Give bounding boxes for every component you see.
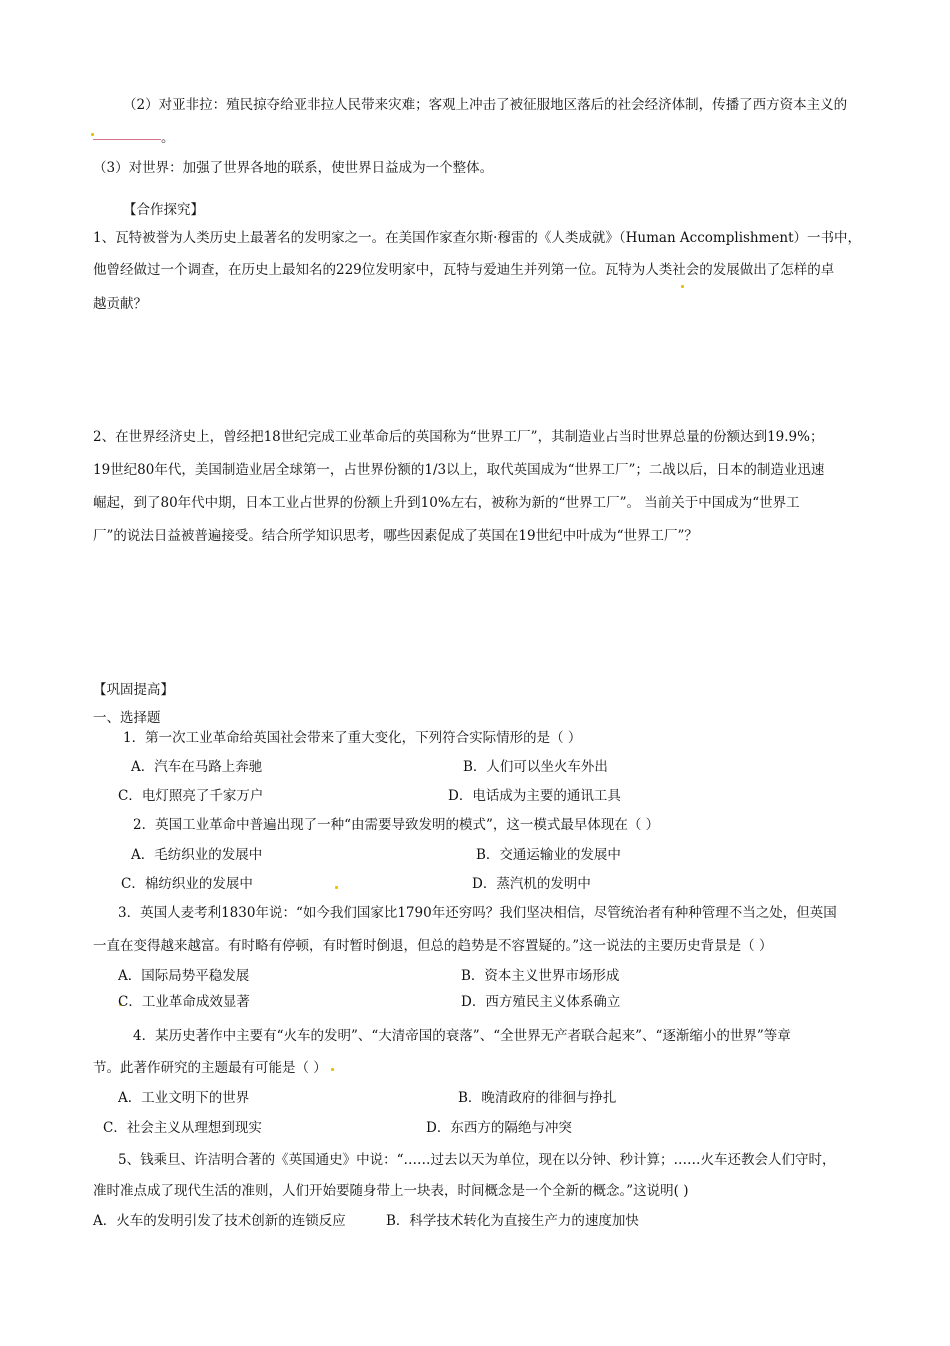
- q5-option-a[interactable]: A．火车的发明引发了技术创新的连锁反应: [93, 1213, 346, 1229]
- q1-option-b[interactable]: B．人们可以坐火车外出: [463, 759, 608, 775]
- q4-option-a[interactable]: A．工业文明下的世界: [118, 1090, 250, 1106]
- q3-option-c[interactable]: C．工业革命成效显著: [118, 994, 250, 1010]
- cooperation-heading: 【合作探究】: [123, 202, 204, 218]
- q4-stem-line2: 节。此著作研究的主题最有可能是（ ）: [93, 1060, 327, 1076]
- q2-option-d[interactable]: D．蒸汽机的发明中: [472, 876, 591, 892]
- q2-option-c[interactable]: C．棉纺织业的发展中: [121, 876, 253, 892]
- section-choice-title: 一、选择题: [93, 710, 161, 726]
- q1-option-c[interactable]: C．电灯照亮了千家万户: [118, 788, 264, 804]
- q1-stem: 1．第一次工业革命给英国社会带来了重大变化，下列符合实际情形的是（ ）: [123, 730, 582, 746]
- cooperation-q2-line4: 厂”的说法日益被普遍接受。结合所学知识思考，哪些因素促成了英国在19世纪中叶成为“世界工厂”？: [93, 528, 698, 544]
- mark-dot: [331, 1068, 334, 1071]
- q5-stem-line2: 准时准点成了现代生活的准则，人们开始要随身带上一块表，时间概念是一个全新的概念。”这说明( ): [93, 1183, 689, 1199]
- q2-option-b[interactable]: B．交通运输业的发展中: [476, 847, 621, 863]
- cooperation-q1-line2: 他曾经做过一个调查，在历史上最知名的229位发明家中，瓦特与爱迪生并列第一位。瓦特为人类社会的发展做出了怎样的卓: [93, 262, 835, 278]
- q3-option-d[interactable]: D．西方殖民主义体系确立: [461, 994, 621, 1010]
- cooperation-q2-line2: 19世纪80年代，美国制造业居全球第一，占世界份额的1/3以上，取代英国成为“世界工厂”；二战以后，日本的制造业迅速: [93, 462, 825, 478]
- q2-option-a[interactable]: A．毛纺织业的发展中: [131, 847, 263, 863]
- mark-dot: [335, 886, 338, 889]
- mark-dot: [91, 133, 94, 136]
- q1-option-d[interactable]: D．电话成为主要的通讯工具: [448, 788, 621, 804]
- q5-stem-line1: 5、钱乘旦、许洁明合著的《英国通史》中说：“……过去以天为单位，现在以分钟、秒计算；……火车还教会人们守时，: [118, 1152, 836, 1168]
- consolidate-heading: 【巩固提高】: [93, 682, 174, 698]
- q5-option-b[interactable]: B．科学技术转化为直接生产力的速度加快: [386, 1213, 639, 1229]
- effect-item-3: （3）对世界：加强了世界各地的联系，使世界日益成为一个整体。: [93, 160, 494, 176]
- effect-item-2-line1: （2）对亚非拉：殖民掠夺给亚非拉人民带来灾难；客观上冲击了被征服地区落后的社会经济体制，传播了西方资本主义的: [123, 97, 848, 113]
- q3-option-b[interactable]: B．资本主义世界市场形成: [461, 968, 620, 984]
- cooperation-q2-line1: 2、在世界经济史上，曾经把18世纪完成工业革命后的英国称为“世界工厂”，其制造业占当时世界总量的份额达到19.9%；: [93, 429, 824, 445]
- q1-option-a[interactable]: A．汽车在马路上奔驰: [131, 759, 263, 775]
- q3-stem-line2: 一直在变得越来越富。有时略有停顿，有时暂时倒退，但总的趋势是不容置疑的。”这一说法的主要历史背景是（ ）: [93, 938, 773, 954]
- fill-in-blank[interactable]: [93, 139, 161, 140]
- q4-stem-line1: 4．某历史著作中主要有“火车的发明”、“大清帝国的衰落”、“全世界无产者联合起来”、“逐渐缩小的世界”等章: [133, 1028, 791, 1044]
- q3-stem-line1: 3．英国人麦考利1830年说：“如今我们国家比1790年还穷吗？我们坚决相信，尽管统治者有种种管理不当之处，但英国: [118, 905, 837, 921]
- q3-option-a[interactable]: A．国际局势平稳发展: [118, 968, 250, 984]
- effect-item-2-end: 。: [161, 130, 175, 146]
- q2-stem: 2．英国工业革命中普遍出现了一种“由需要导致发明的模式”，这一模式最早体现在（ ）: [133, 817, 660, 833]
- q4-option-d[interactable]: D．东西方的隔绝与冲突: [426, 1120, 572, 1136]
- mark-dot: [681, 285, 684, 288]
- cooperation-q2-line3: 崛起，到了80年代中期，日本工业占世界的份额上升到10%左右，被称为新的“世界工厂”。 当前关于中国成为“世界工: [93, 495, 800, 511]
- cooperation-q1-line3: 越贡献？: [93, 296, 147, 312]
- cooperation-q1-line1: 1、瓦特被誉为人类历史上最著名的发明家之一。在美国作家查尔斯·穆雷的《人类成就》（Human Accomplishment）一书中，: [93, 230, 862, 246]
- q4-option-b[interactable]: B．晚清政府的徘徊与挣扎: [458, 1090, 617, 1106]
- q4-option-c[interactable]: C．社会主义从理想到现实: [103, 1120, 262, 1136]
